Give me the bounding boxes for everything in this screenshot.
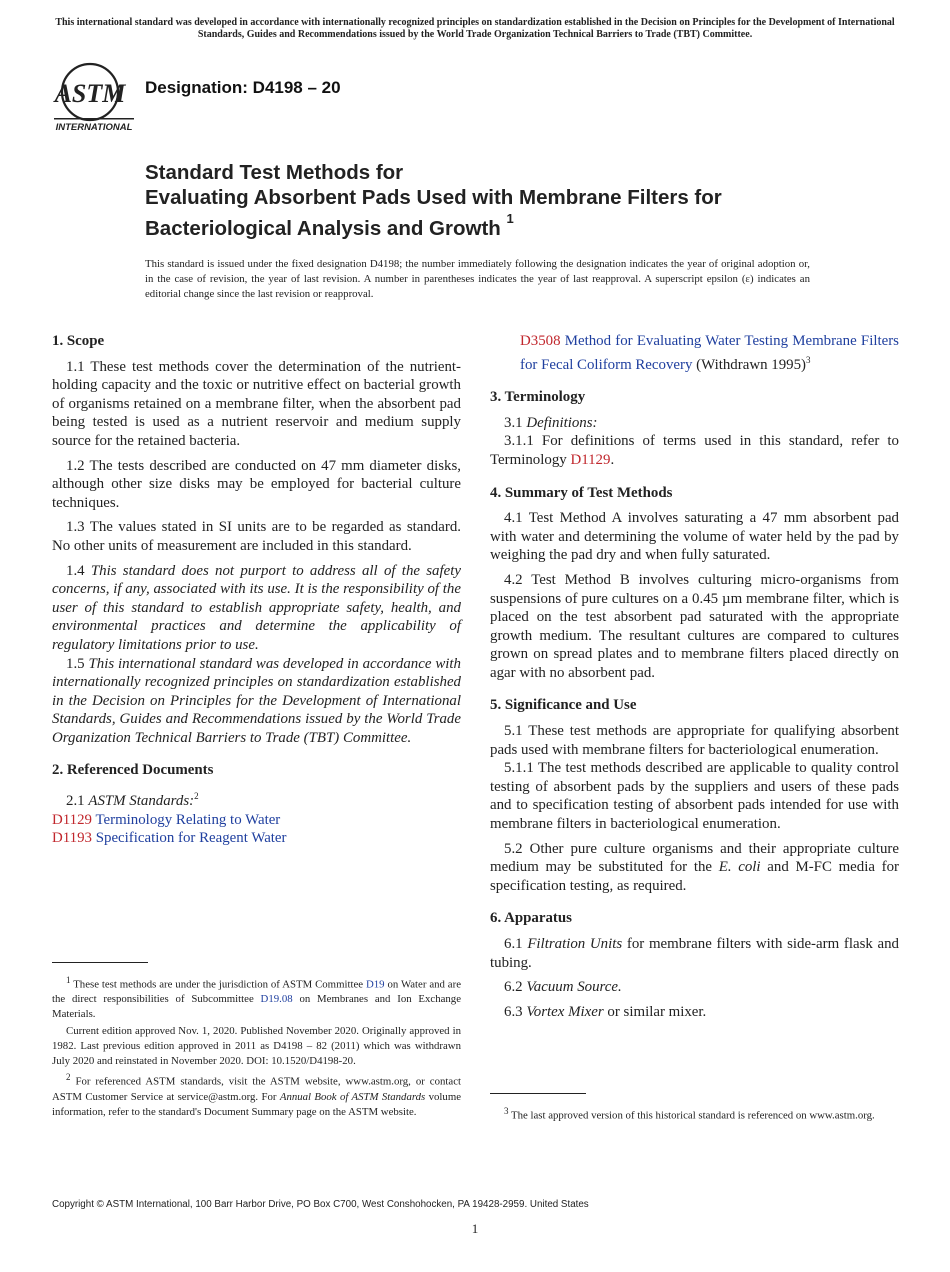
reference-title: Method for Evaluating Water Testing Membrane Filters for Fecal Coliform Recovery <box>520 333 899 373</box>
apparatus-paragraph: 6.1 Filtration Units for membrane filters with side-arm flask and tubing. <box>490 936 899 971</box>
header-notice: This international standard was developed in accordance with internationally recognized principles on standardization established in the Decision on Principles for the Development of International Standards, Guides and Recommendations issued by the World Trade Organization Technical Barriers to Trade (TBT) Committee. <box>55 17 895 40</box>
reference-item[interactable] <box>52 811 461 830</box>
page-title <box>145 160 845 241</box>
title-footnote-mark: 1 <box>506 211 514 226</box>
right-column <box>490 332 899 1027</box>
section-referenced-heading: 2. Referenced Documents <box>52 762 214 779</box>
designation-label: Designation: D4198 <box>145 78 303 97</box>
reference-code: D1193 <box>52 830 92 847</box>
reference-title: Terminology Relating to Water <box>95 811 281 828</box>
left-footnotes <box>52 962 461 1119</box>
scope-paragraph: 1.1 These test methods cover the determination of the nutrient-holding capacity and the toxic or nutritive effect on bacterial growth of organisms retained on a membrane filter, when the absorbent pad being tested is used as a nutrient reservoir and medium supply source for the retained bacteria. <box>52 358 461 449</box>
section-summary-heading: 4. Summary of Test Methods <box>490 484 673 501</box>
terminology-paragraph: 3.1.1 For definitions of terms used in this standard, refer to Terminology D1129. <box>490 433 899 468</box>
footnote-divider <box>52 962 148 963</box>
scope-paragraph: 1.5 This international standard was developed in accordance with internationally recognized principles on standardization established in the Decision on Principles for the Development of International Standards, Guides and Recommendations issued by the World Trade Organization Technical Barriers to Trade (TBT) Committee. <box>52 655 461 746</box>
committee-link[interactable]: D19 <box>365 978 385 991</box>
summary-paragraph: 4.1 Test Method A involves saturating a 47 mm absorbent pad with water and determining the volume of water held by the pad by weighing the pad dry and when fully saturated. <box>490 510 899 564</box>
logo-text: ASTM <box>54 79 126 108</box>
page-number: 1 <box>471 1221 479 1236</box>
right-footnotes <box>490 1093 899 1123</box>
astm-logo <box>52 58 136 132</box>
reference-item[interactable] <box>52 829 461 848</box>
section-scope-heading: 1. Scope <box>52 333 105 349</box>
scope-paragraph: 1.2 The tests described are conducted on 47 mm diameter disks, although other size disks may be employed for bacterial culture techniques. <box>52 457 461 511</box>
title-line-2: Evaluating Absorbent Pads Used with Membrane Filters for <box>145 186 722 209</box>
section-apparatus-heading: 6. Apparatus <box>490 910 572 927</box>
reference-title: Specification for Reagent Water <box>95 830 287 847</box>
logo-subtext: INTERNATIONAL <box>55 122 133 132</box>
copyright: Copyright © ASTM International, 100 Barr Harbor Drive, PO Box C700, West Conshohocken, PA 19428-2959. United States <box>52 1199 589 1210</box>
significance-paragraph: 5.2 Other pure culture organisms and their appropriate culture medium may be substituted for the E. coli and M-FC media for specification testing, as required. <box>490 840 900 894</box>
summary-paragraph: 4.2 Test Method B involves culturing micro-organisms from suspensions of pure cultures on a 0.45 µm membrane filter, which is placed on the test absorbent pad saturated with the appropriate growth medium. The resultant cultures are compared to cultures grown on spread plates and to membrane filters placed directly on agar with no absorbent pad. <box>490 571 899 681</box>
footnote-2: $^2$ For referenced ASTM standards, visit the ASTM website, www.astm.org, or contact ASTM Customer Service at service@astm.org. For Annual Book of ASTM Standards volume information, refer to the standard's Document Summary page on the ASTM website. <box>52 1072 462 1118</box>
scope-paragraph: 1.3 The values stated in SI units are to be regarded as standard. No other units of measurement are included in this standard. <box>52 519 461 554</box>
reference-item[interactable]: D3508 Method for Evaluating Water Testing Membrane Filters for Fecal Coliform Recovery (Withdrawn 1995)$^3$ <box>520 333 899 373</box>
significance-paragraph: 5.1.1 The test methods described are applicable to quality control testing of absorbent pads by the suppliers and users of these pads and to specification testing of absorbent pads intended for use with membrane filters in bacteriological enumeration. <box>490 760 899 833</box>
title-line-3: Bacteriological Analysis and Growth <box>145 216 501 240</box>
footnote-1-edition: Current edition approved Nov. 1, 2020. Published November 2020. Originally approved in 1982. Last previous edition approved in 2011 as D4198 – 82 (2011) which was withdrawn July 2020 and reinstated in November 2020. DOI: 10.1520/D4198-20. <box>52 1024 461 1067</box>
apparatus-paragraph: 6.3 Vortex Mixer or similar mixer. <box>504 1003 707 1020</box>
significance-paragraph: 5.1 These test methods are appropriate for qualifying absorbent pads used with membrane filters for bacteriological enumeration. <box>490 723 899 758</box>
subcommittee-link[interactable]: D19.08 <box>260 993 293 1006</box>
astm-standards-label: 2.1 ASTM Standards:$^2$ <box>66 791 199 810</box>
footnote-divider <box>490 1093 586 1094</box>
reference-code: D1129 <box>52 811 92 828</box>
terminology-paragraph: 3.1 Definitions: <box>504 414 598 431</box>
terminology-link[interactable]: D1129 <box>570 451 611 468</box>
issued-note: This standard is issued under the fixed designation D4198; the number immediately following the designation indicates the year of original adoption or, in the case of revision, the year of last revision. A number in parentheses indicates the year of last reapproval. A superscript epsilon (ε) indicates an editorial change since the last revision or reapproval. <box>145 258 810 300</box>
designation: Designation: D4198 – 20 <box>145 78 341 97</box>
designation-year: 20 <box>321 78 341 97</box>
apparatus-paragraph: 6.2 Vacuum Source. <box>504 979 622 996</box>
footnote-1: $^1$ These test methods are under the jurisdiction of ASTM Committee D19 on Water and are the direct responsibilities of Subcommittee D19.08 on Membranes and Ion Exchange Materials. <box>52 975 461 1021</box>
footnote-3: $^3$ The last approved version of this historical standard is referenced on www.astm.org. <box>504 1106 875 1122</box>
section-significance-heading: 5. Significance and Use <box>490 697 637 714</box>
section-terminology-heading: 3. Terminology <box>490 389 586 406</box>
reference-code: D3508 <box>520 333 561 349</box>
scope-paragraph: 1.4 This standard does not purport to address all of the safety concerns, if any, associated with its use. It is the responsibility of the user of this standard to establish appropriate safety, health, and environmental practices and determine the applicability of regulatory limitations prior to use. <box>52 562 461 653</box>
left-column <box>52 332 461 848</box>
title-line-1: Standard Test Methods for <box>145 161 404 184</box>
